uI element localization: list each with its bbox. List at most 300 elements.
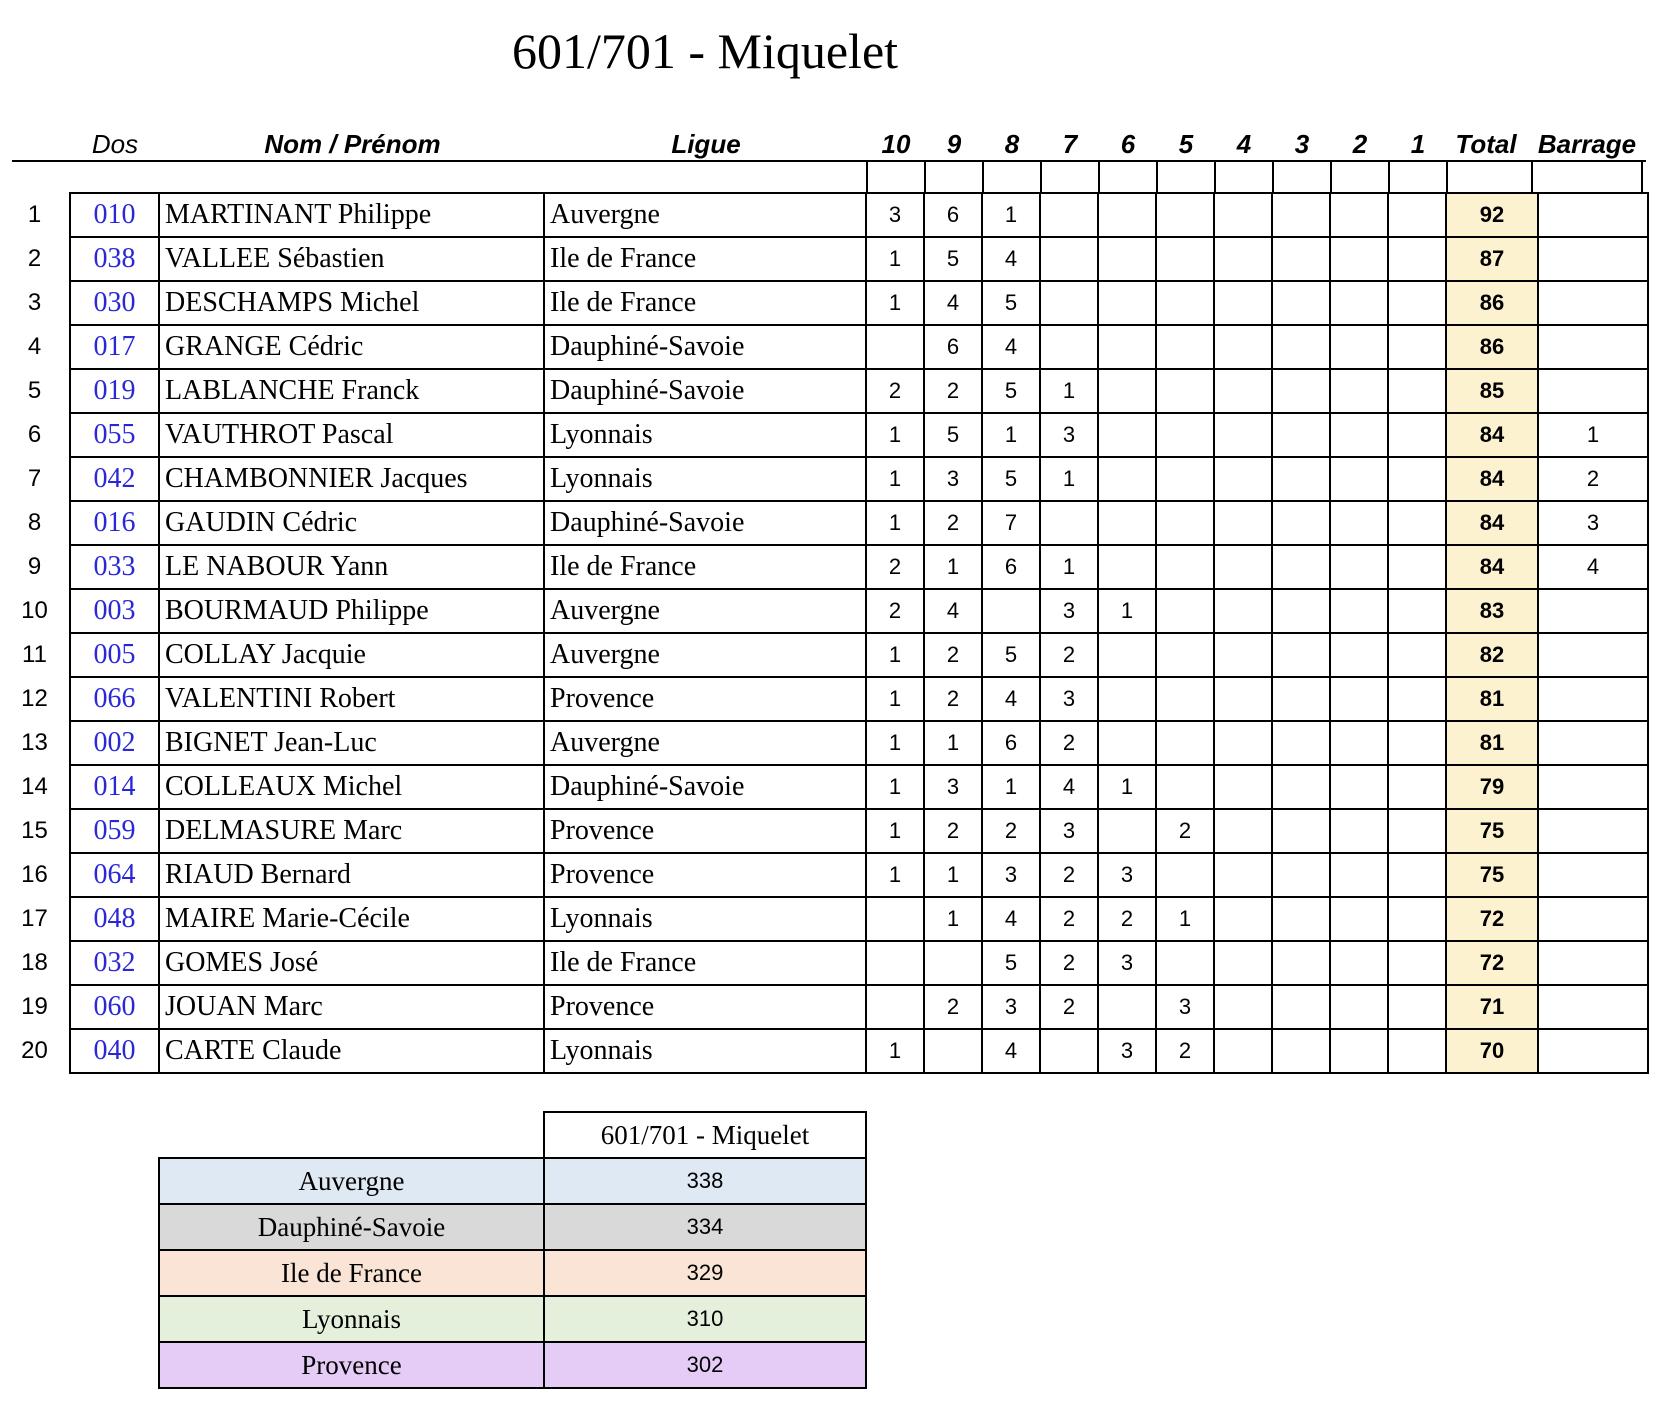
ligue-cell: Provence bbox=[544, 985, 866, 1029]
score-cell bbox=[866, 985, 924, 1029]
score-cell: 1 bbox=[866, 809, 924, 853]
ligue-cell: Ile de France bbox=[544, 281, 866, 325]
score-cell: 1 bbox=[1098, 589, 1156, 633]
name-cell: COLLEAUX Michel bbox=[159, 765, 544, 809]
score-cell bbox=[1330, 457, 1388, 501]
score-cell bbox=[1098, 985, 1156, 1029]
header-divider bbox=[12, 160, 1646, 162]
blank-cell bbox=[159, 1112, 544, 1158]
header-cell-border bbox=[1098, 162, 1100, 194]
score-cell bbox=[1388, 325, 1446, 369]
total-cell: 71 bbox=[1446, 985, 1538, 1029]
score-cell bbox=[1214, 545, 1272, 589]
rank-cell: 14 bbox=[21, 773, 48, 800]
dos-cell: 032 bbox=[70, 941, 159, 985]
table-row bbox=[0, 721, 1648, 765]
score-cell bbox=[1214, 589, 1272, 633]
dos-cell: 064 bbox=[70, 853, 159, 897]
total-cell: 84 bbox=[1446, 413, 1538, 457]
score-cell bbox=[1098, 633, 1156, 677]
score-cell: 3 bbox=[982, 985, 1040, 1029]
dos-cell: 014 bbox=[70, 765, 159, 809]
barrage-cell bbox=[1538, 237, 1648, 281]
ligue-cell: Auvergne bbox=[544, 721, 866, 765]
score-cell bbox=[1388, 281, 1446, 325]
score-cell bbox=[1214, 897, 1272, 941]
score-cell bbox=[1330, 545, 1388, 589]
score-cell bbox=[1098, 809, 1156, 853]
name-cell: COLLAY Jacquie bbox=[159, 633, 544, 677]
score-cell: 1 bbox=[866, 457, 924, 501]
table-row bbox=[0, 413, 1648, 457]
rank-cell: 10 bbox=[21, 597, 48, 624]
name-cell: RIAUD Bernard bbox=[159, 853, 544, 897]
rank-cell: 11 bbox=[22, 641, 47, 668]
score-cell bbox=[1214, 457, 1272, 501]
table-row bbox=[0, 941, 1648, 985]
score-cell bbox=[1098, 545, 1156, 589]
table-row bbox=[0, 677, 1648, 721]
score-cell bbox=[1214, 1029, 1272, 1073]
score-cell: 5 bbox=[982, 941, 1040, 985]
score-cell: 2 bbox=[1098, 897, 1156, 941]
score-cell: 6 bbox=[924, 193, 982, 237]
table-row bbox=[0, 897, 1648, 941]
total-cell: 79 bbox=[1446, 765, 1538, 809]
rank-cell: 5 bbox=[27, 377, 42, 404]
header-score-10: 10 bbox=[881, 129, 911, 159]
team-row bbox=[159, 1204, 866, 1250]
ligue-cell: Dauphiné-Savoie bbox=[544, 369, 866, 413]
score-cell: 5 bbox=[982, 369, 1040, 413]
score-cell bbox=[1156, 501, 1214, 545]
total-cell: 72 bbox=[1446, 897, 1538, 941]
score-cell bbox=[1156, 237, 1214, 281]
team-name-cell: Dauphiné-Savoie bbox=[159, 1204, 544, 1250]
score-cell bbox=[1330, 765, 1388, 809]
total-cell: 75 bbox=[1446, 809, 1538, 853]
team-name-cell: Auvergne bbox=[159, 1158, 544, 1204]
table-row bbox=[0, 281, 1648, 325]
score-cell bbox=[1098, 369, 1156, 413]
rank-cell: 17 bbox=[21, 905, 48, 932]
dos-cell: 030 bbox=[70, 281, 159, 325]
name-cell: LE NABOUR Yann bbox=[159, 545, 544, 589]
score-cell bbox=[1388, 721, 1446, 765]
header-cell-border bbox=[1040, 162, 1042, 194]
score-cell bbox=[1156, 633, 1214, 677]
header-cell-border bbox=[1641, 162, 1643, 194]
score-cell bbox=[1156, 413, 1214, 457]
rank-cell: 1 bbox=[27, 201, 42, 228]
total-cell: 84 bbox=[1446, 545, 1538, 589]
score-cell bbox=[1330, 589, 1388, 633]
name-cell: DESCHAMPS Michel bbox=[159, 281, 544, 325]
score-cell: 1 bbox=[866, 677, 924, 721]
total-cell: 72 bbox=[1446, 941, 1538, 985]
score-cell: 1 bbox=[1040, 369, 1098, 413]
score-cell: 4 bbox=[982, 1029, 1040, 1073]
score-cell: 5 bbox=[982, 281, 1040, 325]
score-cell: 3 bbox=[924, 457, 982, 501]
score-cell: 4 bbox=[924, 281, 982, 325]
dos-cell: 002 bbox=[70, 721, 159, 765]
name-cell: GOMES José bbox=[159, 941, 544, 985]
score-cell bbox=[1156, 721, 1214, 765]
barrage-cell: 4 bbox=[1538, 545, 1648, 589]
score-cell bbox=[1330, 721, 1388, 765]
score-cell bbox=[1272, 809, 1330, 853]
score-cell: 4 bbox=[982, 677, 1040, 721]
score-cell bbox=[924, 1029, 982, 1073]
ligue-cell: Dauphiné-Savoie bbox=[544, 501, 866, 545]
header-score-1: 1 bbox=[1410, 129, 1426, 159]
dos-cell: 019 bbox=[70, 369, 159, 413]
barrage-cell bbox=[1538, 369, 1648, 413]
score-cell bbox=[1156, 545, 1214, 589]
score-cell: 3 bbox=[1040, 589, 1098, 633]
table-row bbox=[0, 589, 1648, 633]
table-row bbox=[0, 501, 1648, 545]
score-cell bbox=[1214, 501, 1272, 545]
score-cell bbox=[1156, 677, 1214, 721]
score-cell bbox=[1388, 765, 1446, 809]
dos-cell: 060 bbox=[70, 985, 159, 1029]
results-table bbox=[0, 192, 1649, 1074]
score-cell: 2 bbox=[1156, 1029, 1214, 1073]
rank-cell: 18 bbox=[21, 949, 48, 976]
score-cell bbox=[1040, 237, 1098, 281]
name-cell: JOUAN Marc bbox=[159, 985, 544, 1029]
header-cell-border bbox=[1531, 162, 1533, 194]
barrage-cell bbox=[1538, 589, 1648, 633]
score-cell: 1 bbox=[924, 545, 982, 589]
score-cell bbox=[1388, 413, 1446, 457]
score-cell: 3 bbox=[1156, 985, 1214, 1029]
score-cell bbox=[1388, 677, 1446, 721]
barrage-cell bbox=[1538, 985, 1648, 1029]
score-cell bbox=[1388, 985, 1446, 1029]
score-cell: 3 bbox=[1040, 413, 1098, 457]
table-row bbox=[0, 809, 1648, 853]
score-cell bbox=[1330, 809, 1388, 853]
header-cell-border bbox=[1214, 162, 1216, 194]
score-cell bbox=[1156, 457, 1214, 501]
total-cell: 84 bbox=[1446, 457, 1538, 501]
score-cell: 6 bbox=[924, 325, 982, 369]
score-cell bbox=[1040, 193, 1098, 237]
score-cell bbox=[1156, 589, 1214, 633]
score-cell bbox=[1388, 853, 1446, 897]
score-cell: 1 bbox=[1098, 765, 1156, 809]
score-cell: 4 bbox=[1040, 765, 1098, 809]
score-cell bbox=[1098, 501, 1156, 545]
header-cell-border bbox=[866, 162, 868, 194]
score-cell bbox=[1156, 853, 1214, 897]
barrage-cell bbox=[1538, 765, 1648, 809]
dos-cell: 059 bbox=[70, 809, 159, 853]
header-cell-border bbox=[924, 162, 926, 194]
total-cell: 83 bbox=[1446, 589, 1538, 633]
score-cell bbox=[1156, 941, 1214, 985]
score-cell bbox=[1330, 633, 1388, 677]
score-cell: 2 bbox=[924, 369, 982, 413]
score-cell bbox=[1388, 1029, 1446, 1073]
score-cell bbox=[1272, 325, 1330, 369]
dos-cell: 016 bbox=[70, 501, 159, 545]
score-cell: 3 bbox=[1040, 809, 1098, 853]
header-score-9: 9 bbox=[946, 129, 962, 159]
score-cell: 5 bbox=[982, 457, 1040, 501]
score-cell bbox=[1388, 501, 1446, 545]
table-row bbox=[0, 457, 1648, 501]
ligue-cell: Lyonnais bbox=[544, 1029, 866, 1073]
team-table-header-row bbox=[159, 1112, 866, 1158]
score-cell bbox=[1214, 413, 1272, 457]
total-cell: 86 bbox=[1446, 281, 1538, 325]
score-cell: 1 bbox=[866, 853, 924, 897]
score-cell bbox=[1272, 413, 1330, 457]
score-cell bbox=[1098, 721, 1156, 765]
score-cell: 3 bbox=[1098, 853, 1156, 897]
score-cell bbox=[1272, 193, 1330, 237]
score-cell: 4 bbox=[982, 237, 1040, 281]
score-cell: 5 bbox=[924, 237, 982, 281]
header-cell-border bbox=[982, 162, 984, 194]
score-cell: 1 bbox=[866, 281, 924, 325]
score-cell: 2 bbox=[866, 369, 924, 413]
rank-cell: 15 bbox=[21, 817, 48, 844]
score-cell: 2 bbox=[982, 809, 1040, 853]
score-cell: 7 bbox=[982, 501, 1040, 545]
score-cell bbox=[1272, 941, 1330, 985]
team-row bbox=[159, 1250, 866, 1296]
barrage-cell: 3 bbox=[1538, 501, 1648, 545]
name-cell: CARTE Claude bbox=[159, 1029, 544, 1073]
name-cell: GAUDIN Cédric bbox=[159, 501, 544, 545]
team-score-cell: 334 bbox=[544, 1204, 866, 1250]
header-total: Total bbox=[1455, 129, 1517, 159]
header-cell-border bbox=[1330, 162, 1332, 194]
score-cell: 3 bbox=[866, 193, 924, 237]
name-cell: BIGNET Jean-Luc bbox=[159, 721, 544, 765]
score-cell bbox=[1388, 589, 1446, 633]
score-cell: 1 bbox=[924, 721, 982, 765]
score-cell: 5 bbox=[982, 633, 1040, 677]
team-row bbox=[159, 1342, 866, 1388]
team-name-cell: Lyonnais bbox=[159, 1296, 544, 1342]
barrage-cell: 1 bbox=[1538, 413, 1648, 457]
score-cell bbox=[1214, 281, 1272, 325]
rank-cell: 20 bbox=[21, 1037, 48, 1064]
score-cell bbox=[982, 589, 1040, 633]
table-row bbox=[0, 193, 1648, 237]
score-cell: 3 bbox=[1040, 677, 1098, 721]
barrage-cell bbox=[1538, 897, 1648, 941]
team-name-cell: Ile de France bbox=[159, 1250, 544, 1296]
score-cell: 1 bbox=[982, 765, 1040, 809]
name-cell: VAUTHROT Pascal bbox=[159, 413, 544, 457]
score-cell: 2 bbox=[924, 677, 982, 721]
score-cell bbox=[1388, 809, 1446, 853]
score-cell: 1 bbox=[982, 413, 1040, 457]
score-cell: 2 bbox=[924, 633, 982, 677]
score-cell bbox=[1388, 633, 1446, 677]
score-cell bbox=[1272, 721, 1330, 765]
score-cell bbox=[1214, 721, 1272, 765]
ligue-cell: Lyonnais bbox=[544, 413, 866, 457]
name-cell: MARTINANT Philippe bbox=[159, 193, 544, 237]
barrage-cell: 2 bbox=[1538, 457, 1648, 501]
score-cell bbox=[1330, 853, 1388, 897]
score-cell bbox=[1388, 897, 1446, 941]
score-cell bbox=[1272, 633, 1330, 677]
dos-cell: 066 bbox=[70, 677, 159, 721]
rank-cell: 2 bbox=[27, 245, 42, 272]
score-cell bbox=[1156, 325, 1214, 369]
score-cell: 1 bbox=[866, 765, 924, 809]
total-cell: 86 bbox=[1446, 325, 1538, 369]
score-cell bbox=[1272, 589, 1330, 633]
barrage-cell bbox=[1538, 281, 1648, 325]
score-cell: 1 bbox=[866, 721, 924, 765]
ligue-cell: Ile de France bbox=[544, 237, 866, 281]
ligue-cell: Auvergne bbox=[544, 633, 866, 677]
ligue-cell: Dauphiné-Savoie bbox=[544, 765, 866, 809]
ligue-cell: Provence bbox=[544, 853, 866, 897]
table-row bbox=[0, 853, 1648, 897]
score-cell bbox=[1388, 457, 1446, 501]
team-summary-table bbox=[158, 1111, 867, 1389]
table-row bbox=[0, 765, 1648, 809]
barrage-cell bbox=[1538, 193, 1648, 237]
score-cell bbox=[1156, 369, 1214, 413]
score-cell bbox=[1040, 501, 1098, 545]
rank-cell: 4 bbox=[27, 333, 42, 360]
header-score-2: 2 bbox=[1352, 129, 1368, 159]
score-cell: 5 bbox=[924, 413, 982, 457]
score-cell: 2 bbox=[1040, 985, 1098, 1029]
score-cell: 3 bbox=[982, 853, 1040, 897]
score-cell: 1 bbox=[924, 853, 982, 897]
header-cell-border bbox=[1388, 162, 1390, 194]
barrage-cell bbox=[1538, 1029, 1648, 1073]
score-cell bbox=[1098, 413, 1156, 457]
rank-cell: 3 bbox=[27, 289, 42, 316]
score-cell: 1 bbox=[1040, 457, 1098, 501]
dos-cell: 055 bbox=[70, 413, 159, 457]
score-cell bbox=[1388, 941, 1446, 985]
table-row bbox=[0, 985, 1648, 1029]
score-cell bbox=[1330, 897, 1388, 941]
dos-cell: 003 bbox=[70, 589, 159, 633]
total-cell: 81 bbox=[1446, 677, 1538, 721]
score-cell: 1 bbox=[1156, 897, 1214, 941]
ligue-cell: Lyonnais bbox=[544, 457, 866, 501]
score-cell bbox=[1330, 237, 1388, 281]
score-cell: 3 bbox=[1098, 1029, 1156, 1073]
score-cell: 1 bbox=[866, 1029, 924, 1073]
score-cell: 2 bbox=[1040, 633, 1098, 677]
score-cell bbox=[1214, 193, 1272, 237]
rank-cell: 6 bbox=[27, 421, 42, 448]
ligue-cell: Lyonnais bbox=[544, 897, 866, 941]
score-cell bbox=[1272, 677, 1330, 721]
dos-cell: 048 bbox=[70, 897, 159, 941]
header-score-3: 3 bbox=[1294, 129, 1310, 159]
team-row bbox=[159, 1158, 866, 1204]
dos-cell: 033 bbox=[70, 545, 159, 589]
score-cell: 1 bbox=[866, 633, 924, 677]
ligue-cell: Provence bbox=[544, 677, 866, 721]
name-cell: VALLEE Sébastien bbox=[159, 237, 544, 281]
score-cell bbox=[1330, 281, 1388, 325]
team-score-cell: 329 bbox=[544, 1250, 866, 1296]
dos-cell: 005 bbox=[70, 633, 159, 677]
score-cell bbox=[1214, 765, 1272, 809]
score-cell bbox=[1272, 237, 1330, 281]
score-cell bbox=[1040, 325, 1098, 369]
team-score-cell: 302 bbox=[544, 1342, 866, 1388]
team-name-cell: Provence bbox=[159, 1342, 544, 1388]
table-row bbox=[0, 633, 1648, 677]
score-cell: 4 bbox=[924, 589, 982, 633]
score-cell: 4 bbox=[982, 897, 1040, 941]
rank-cell: 12 bbox=[21, 685, 48, 712]
score-cell bbox=[1330, 325, 1388, 369]
score-cell bbox=[866, 897, 924, 941]
score-cell bbox=[1098, 457, 1156, 501]
score-cell bbox=[1272, 457, 1330, 501]
score-cell bbox=[1330, 941, 1388, 985]
score-cell bbox=[1156, 765, 1214, 809]
score-cell: 2 bbox=[1040, 853, 1098, 897]
score-cell bbox=[1330, 369, 1388, 413]
name-cell: BOURMAUD Philippe bbox=[159, 589, 544, 633]
score-cell bbox=[1272, 281, 1330, 325]
table-row bbox=[0, 545, 1648, 589]
score-cell: 1 bbox=[982, 193, 1040, 237]
score-cell bbox=[1272, 853, 1330, 897]
name-cell: LABLANCHE Franck bbox=[159, 369, 544, 413]
score-cell bbox=[1330, 193, 1388, 237]
score-cell: 2 bbox=[1040, 941, 1098, 985]
total-cell: 87 bbox=[1446, 237, 1538, 281]
total-cell: 82 bbox=[1446, 633, 1538, 677]
score-cell: 1 bbox=[866, 501, 924, 545]
header-score-8: 8 bbox=[1004, 129, 1020, 159]
dos-cell: 038 bbox=[70, 237, 159, 281]
page-title: 601/701 - Miquelet bbox=[511, 23, 899, 79]
score-cell bbox=[866, 325, 924, 369]
barrage-cell bbox=[1538, 941, 1648, 985]
score-cell bbox=[1272, 985, 1330, 1029]
score-cell: 1 bbox=[1040, 545, 1098, 589]
header-barrage: Barrage bbox=[1537, 129, 1637, 159]
score-cell: 2 bbox=[924, 501, 982, 545]
score-cell bbox=[1156, 193, 1214, 237]
score-cell bbox=[924, 941, 982, 985]
score-cell bbox=[866, 941, 924, 985]
rank-cell: 13 bbox=[21, 729, 48, 756]
score-cell: 6 bbox=[982, 545, 1040, 589]
score-cell: 1 bbox=[866, 413, 924, 457]
score-cell bbox=[1098, 677, 1156, 721]
dos-cell: 017 bbox=[70, 325, 159, 369]
score-cell bbox=[1330, 501, 1388, 545]
score-cell: 2 bbox=[1156, 809, 1214, 853]
ligue-cell: Ile de France bbox=[544, 941, 866, 985]
